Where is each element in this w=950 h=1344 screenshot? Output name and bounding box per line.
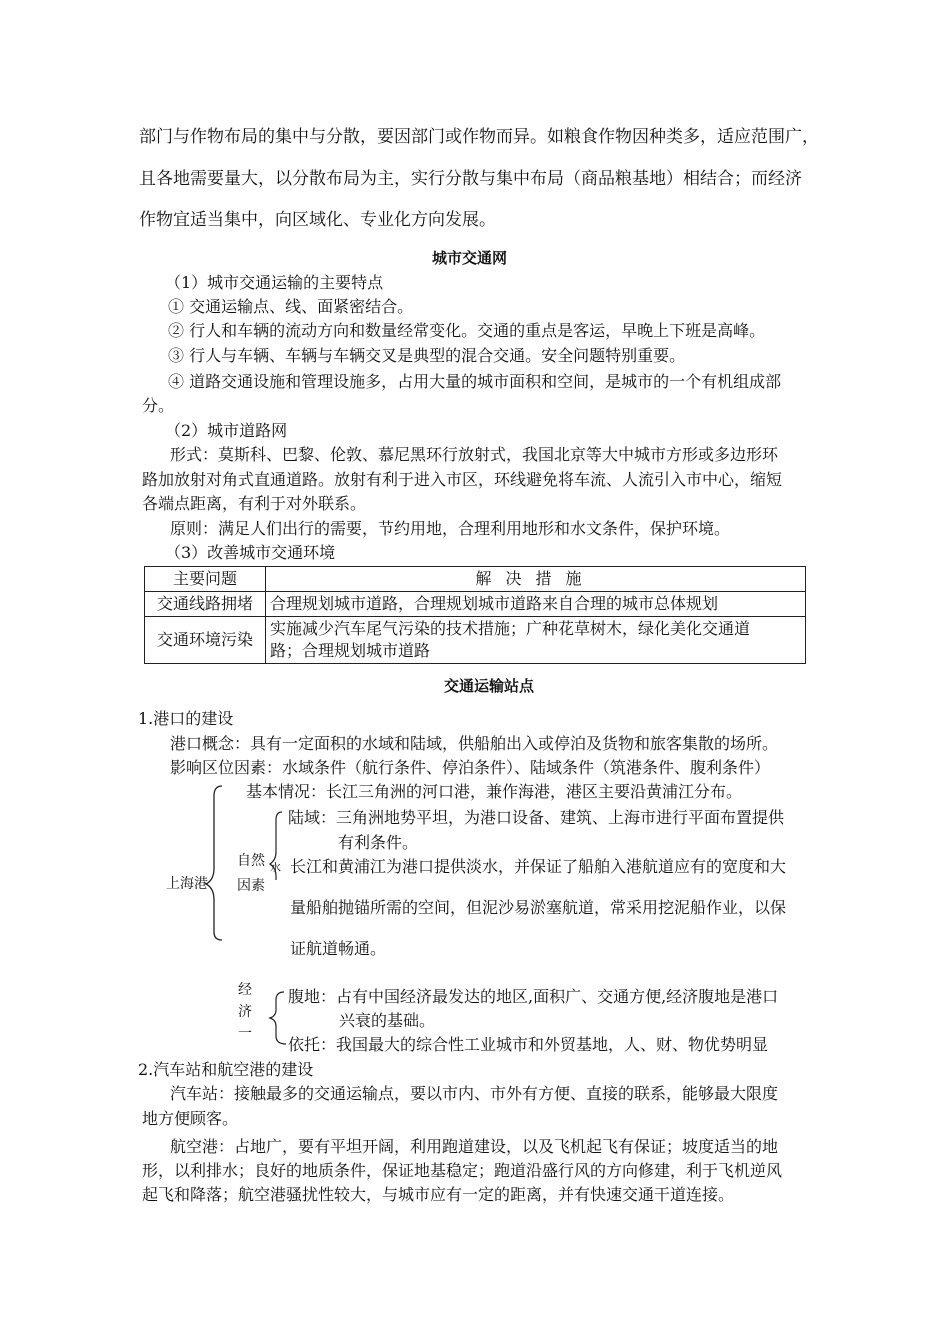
brace-economic (270, 992, 286, 1044)
point-4: ④ 道路交通设施和管理设施多，占用大量的城市面积和空间，是城市的一个有机组成部 (168, 372, 782, 391)
measure-text: 合理规划城市道路，合理规划城市道路来自合理的城市总体规划 (270, 594, 719, 613)
reliance: 依托：我国最大的综合性工业城市和外贸基地，人、财、物优势明显 (288, 1035, 769, 1054)
airport-line-2: 形，以利排水；良好的地质条件，保证地基稳定；跑道沿盛行风的方向修建，利于飞机逆风 (142, 1161, 783, 1180)
econ-label-2: 济 (238, 1004, 252, 1020)
form-line-2: 路加放射对角式直通道路。放射有利于进入市区，环线避免将车流、人流引入市中心，缩短 (142, 470, 783, 489)
water-line-2: 量船舶抛锚所需的空间，但泥沙易淤塞航道，常采用挖泥船作业，以保 (290, 898, 787, 917)
table-header-measure: 解决措施 (266, 567, 806, 592)
heading-port: 1.港口的建设 (138, 709, 234, 728)
water-line-3: 证航道畅通。 (290, 939, 387, 958)
econ-label-1: 经 (238, 982, 252, 998)
intro-line-1: 部门与作物布局的集中与分散，要因部门或作物而异。如粮食作物因种类多，适应范围广， (139, 127, 819, 147)
table-cell-measure (266, 592, 806, 617)
airport-line-1: 航空港：占地广，要有平坦开阔，利用跑道建设，以及飞机起飞有保证；坡度适当的地 (170, 1137, 779, 1156)
table-header-row (145, 567, 806, 592)
measure-text-cont: 路；合理规划城市道路 (270, 641, 431, 660)
measure-text: 实施减少汽车尾气污染的技术措施；广种花草树木，绿化美化交通道 (270, 619, 751, 638)
intro-line-3: 作物宜适当集中，向区域化、专业化方向发展。 (139, 210, 496, 230)
heading-1: （1）城市交通运输的主要特点 (165, 273, 384, 292)
port-factors: 影响区位因素：水域条件（航行条件、停泊条件）、陆域条件（筑港条件、腹利条件） (170, 758, 771, 777)
land-line-2: 有利条件。 (338, 833, 419, 852)
econ-label-3: 一 (238, 1026, 252, 1042)
heading-2: （2）城市道路网 (165, 421, 288, 440)
natural-label-1: 自然 (237, 853, 265, 869)
water-line-1: 长江和黄浦江为港口提供淡水，并保证了船舶入港航道应有的宽度和大 (290, 857, 787, 876)
point-2: ② 行人和车辆的流动方向和数量经常变化。交通的重点是客运，早晚上下班是高峰。 (168, 321, 766, 340)
bus-line-2: 地方便顾客。 (142, 1109, 239, 1128)
heading-bus-airport: 2.汽车站和航空港的建设 (138, 1060, 314, 1079)
bus-line-1: 汽车站：接触最多的交通运输点，要以市内、市外有方便、直接的联系，能够最大限度 (170, 1084, 779, 1103)
port-concept: 港口概念：具有一定面积的水域和陆域，供船舶出入或停泊及货物和旅客集散的场所。 (170, 734, 779, 753)
principle: 原则：满足人们出行的需要，节约用地，合理利用地形和水文条件，保护环境。 (170, 519, 731, 538)
table-cell-measure (266, 617, 806, 664)
table-row (145, 617, 806, 664)
point-3: ③ 行人与车辆、车辆与车辆交叉是典型的混合交通。安全问题特别重要。 (168, 346, 686, 365)
natural-label-2: 因素 (237, 878, 265, 894)
table-cell-problem: 交通线路拥堵 (145, 592, 266, 617)
point-4-cont: 分。 (142, 396, 175, 415)
form-line-3: 各端点距离，有利于对外联系。 (142, 494, 367, 513)
brace-shanghai (206, 786, 222, 940)
section-title-urban-transport: 城市交通网 (432, 249, 508, 267)
land-line-1: 陆域：三角洲地势平坦，为港口设备、建筑、上海市进行平面布置提供 (288, 808, 785, 827)
intro-line-2: 且各地需要量大，以分散布局为主，实行分散与集中布局（商品粮基地）相结合；而经济 (139, 169, 802, 189)
heading-3: （3）改善城市交通环境 (165, 543, 336, 562)
hinterland-line-1: 腹地：占有中国经济最发达的地区,面积广、交通方便,经济腹地是港口 (288, 987, 779, 1006)
section-title-stations: 交通运输站点 (444, 677, 535, 695)
table-cell-problem: 交通环境污染 (145, 617, 266, 664)
table-row (145, 592, 806, 617)
form-line-1: 形式：莫斯科、巴黎、伦敦、慕尼黑环行放射式，我国北京等大中城市方形或多边形环 (170, 445, 779, 464)
table-header-problem: 主要问题 (145, 567, 266, 592)
basic-info: 基本情况：长江三角洲的河口港，兼作海港，港区主要沿黄浦江分布。 (246, 782, 743, 801)
point-1: ① 交通运输点、线、面紧密结合。 (168, 297, 414, 316)
airport-line-3: 起飞和降落；航空港骚扰性较大，与城市应有一定的距离，并有快速交通干道连接。 (142, 1185, 735, 1204)
water-char: 水 (270, 861, 281, 874)
hinterland-line-2: 兴衰的基础。 (339, 1011, 436, 1030)
shanghai-port-label: 上海港 (166, 876, 208, 892)
measures-table (144, 566, 806, 664)
